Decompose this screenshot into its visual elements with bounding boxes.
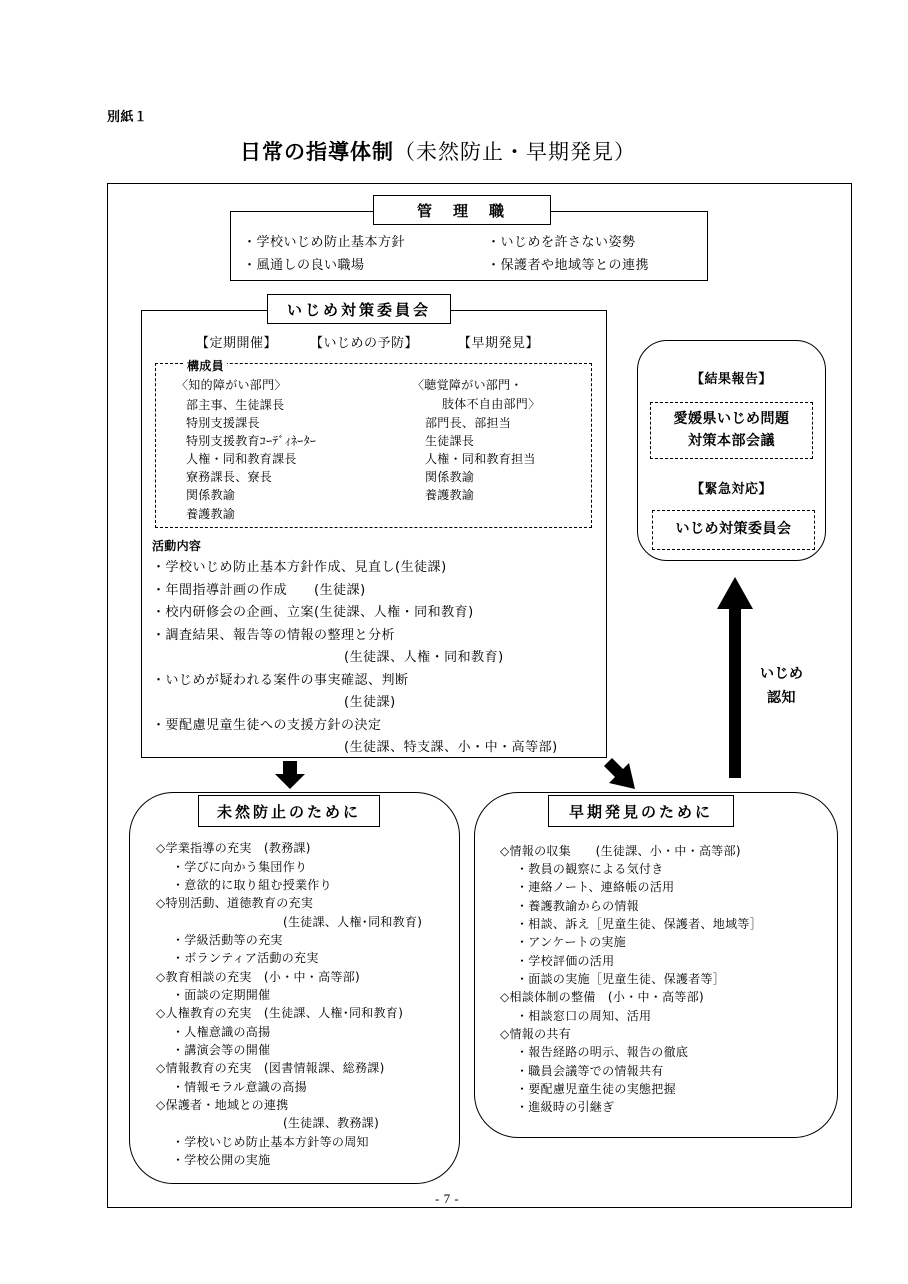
management-item: ・学校いじめ防止基本方針 xyxy=(243,235,406,250)
prevention-item: ・人権意識の高揚 xyxy=(172,1025,271,1039)
prevention-item: ◇人権教育の充実 (生徒課、人権･同和教育) xyxy=(156,1006,404,1020)
member-item: 人権・同和教育課長 xyxy=(186,452,297,466)
attachment-label: 別紙１ xyxy=(107,110,148,125)
management-item: ・風通しの良い職場 xyxy=(243,258,365,273)
page-title-main: 日常の指導体制 xyxy=(240,140,394,164)
prevention-item: ・意欲的に取り組む授業作り xyxy=(172,878,332,892)
diagonal-arrow-icon xyxy=(604,758,636,790)
result-report-heading: 【結果報告】 xyxy=(690,372,772,387)
member-item: 部門長、部担当 xyxy=(425,416,512,430)
committee-tag: 【いじめの予防】 xyxy=(310,336,419,351)
result-emergency-heading: 【緊急対応】 xyxy=(690,482,772,497)
early-item: ・学校評価の活用 xyxy=(516,954,615,968)
management-item: ・いじめを許さない姿勢 xyxy=(487,235,636,250)
early-item: ・連絡ノート、連絡帳の活用 xyxy=(516,880,675,894)
prevention-item: ・学級活動等の充実 xyxy=(172,933,283,947)
activity-item: ・学校いじめ防止基本方針作成、見直し(生徒課) xyxy=(152,560,447,575)
committee-tag: 【定期開催】 xyxy=(196,336,278,351)
member-item: 寮務課長、寮長 xyxy=(186,470,273,484)
early-item: ・相談窓口の周知、活用 xyxy=(516,1009,652,1023)
early-item: ◇相談体制の整備 (小・中・高等部) xyxy=(500,990,704,1004)
management-title: 管 理 職 xyxy=(373,195,551,225)
result-report-line2: 対策本部会議 xyxy=(688,433,775,449)
prevention-item: ◇学業指導の充実 (教務課) xyxy=(156,841,311,855)
member-item: 関係教諭 xyxy=(425,470,475,484)
prevention-item: ・学校公開の実施 xyxy=(172,1153,271,1167)
early-item: ・相談、訴え［児童生徒、保護者、地域等］ xyxy=(516,917,763,931)
page-title-sub: （未然防止・早期発見） xyxy=(394,140,636,164)
prevention-item: ◇教育相談の充実 (小・中・高等部) xyxy=(156,970,360,984)
activity-item: ・調査結果、報告等の情報の整理と分析 xyxy=(152,628,396,643)
prevention-item: ◇保護者・地域との連携 xyxy=(156,1098,289,1112)
member-item: 養護教諭 xyxy=(186,507,236,521)
page-number: - 7 - xyxy=(435,1191,460,1206)
activity-item-note: (生徒課、特支課、小・中・高等部) xyxy=(344,740,558,755)
activity-item-note: (生徒課) xyxy=(344,695,396,710)
prevention-item: (生徒課、教務課) xyxy=(283,1116,380,1130)
early-item: ・要配慮児童生徒の実態把握 xyxy=(516,1082,676,1096)
members-group-right: 〈聴覚障がい部門・ xyxy=(412,378,523,392)
activity-item-note: (生徒課、人権・同和教育) xyxy=(344,650,504,665)
activities-heading: 活動内容 xyxy=(152,539,202,553)
member-item: 生徒課長 xyxy=(425,434,475,448)
result-emergency-body: いじめ対策委員会 xyxy=(675,521,792,537)
early-item: ・進級時の引継ぎ xyxy=(516,1100,615,1114)
management-item: ・保護者や地域等との連携 xyxy=(487,258,650,273)
member-item: 関係教諭 xyxy=(186,488,236,502)
prevention-item: ・面談の定期開催 xyxy=(172,988,271,1002)
early-item: ◇情報の収集 (生徒課、小・中・高等部) xyxy=(500,844,741,858)
early-item: ◇情報の共有 xyxy=(500,1027,572,1041)
result-report-line1: 愛媛県いじめ問題 xyxy=(673,411,790,427)
members-group-right-2: 肢体不自由部門〉 xyxy=(442,397,541,411)
prevention-item: ◇特別活動、道徳教育の充実 xyxy=(156,896,314,910)
prevention-item: (生徒課、人権･同和教育) xyxy=(283,915,423,929)
early-title: 早期発見のために xyxy=(548,795,734,827)
prevention-item: ・学校いじめ防止基本方針等の周知 xyxy=(172,1135,369,1149)
activity-item: ・いじめが疑われる案件の事実確認、判断 xyxy=(152,673,409,688)
early-item: ・養護教諭からの情報 xyxy=(516,899,640,913)
member-item: 特別支援課長 xyxy=(186,416,260,430)
arrow-label-1: いじめ xyxy=(760,666,804,682)
prevention-item: ・情報モラル意識の高揚 xyxy=(172,1080,307,1094)
prevention-item: ・ボランティア活動の充実 xyxy=(172,951,319,965)
committee-title: いじめ対策委員会 xyxy=(267,294,451,324)
arrow-label-2: 認知 xyxy=(767,690,796,706)
members-heading: 構成員 xyxy=(184,358,227,374)
prevention-title: 未然防止のために xyxy=(198,795,380,827)
prevention-item: ・学びに向かう集団作り xyxy=(172,860,308,874)
member-item: 養護教諭 xyxy=(425,488,475,502)
down-arrow-icon xyxy=(274,761,306,790)
members-group-left: 〈知的障がい部門〉 xyxy=(176,378,287,392)
early-item: ・面談の実施［児童生徒、保護者等］ xyxy=(516,972,726,986)
prevention-item: ◇情報教育の充実 (図書情報課、総務課) xyxy=(156,1061,385,1075)
activity-item: ・校内研修会の企画、立案(生徒課、人権・同和教育) xyxy=(152,605,474,620)
early-item: ・アンケートの実施 xyxy=(516,935,626,949)
member-item: 人権・同和教育担当 xyxy=(425,452,536,466)
activity-item: ・年間指導計画の作成 (生徒課) xyxy=(152,583,366,598)
page-title xyxy=(240,138,636,166)
early-item: ・職員会議等での情報共有 xyxy=(516,1064,664,1078)
early-item: ・報告経路の明示、報告の徹底 xyxy=(516,1045,689,1059)
prevention-item: ・講演会等の開催 xyxy=(172,1043,271,1057)
activity-item: ・要配慮児童生徒への支援方針の決定 xyxy=(152,718,382,733)
up-arrow-icon xyxy=(716,577,754,779)
committee-tag: 【早期発見】 xyxy=(458,336,540,351)
early-item: ・教員の観察による気付き xyxy=(516,862,664,876)
member-item: 特別支援教育ｺｰﾃﾞｨﾈｰﾀｰ xyxy=(186,434,317,448)
member-item: 部主事、生徒課長 xyxy=(186,398,285,412)
